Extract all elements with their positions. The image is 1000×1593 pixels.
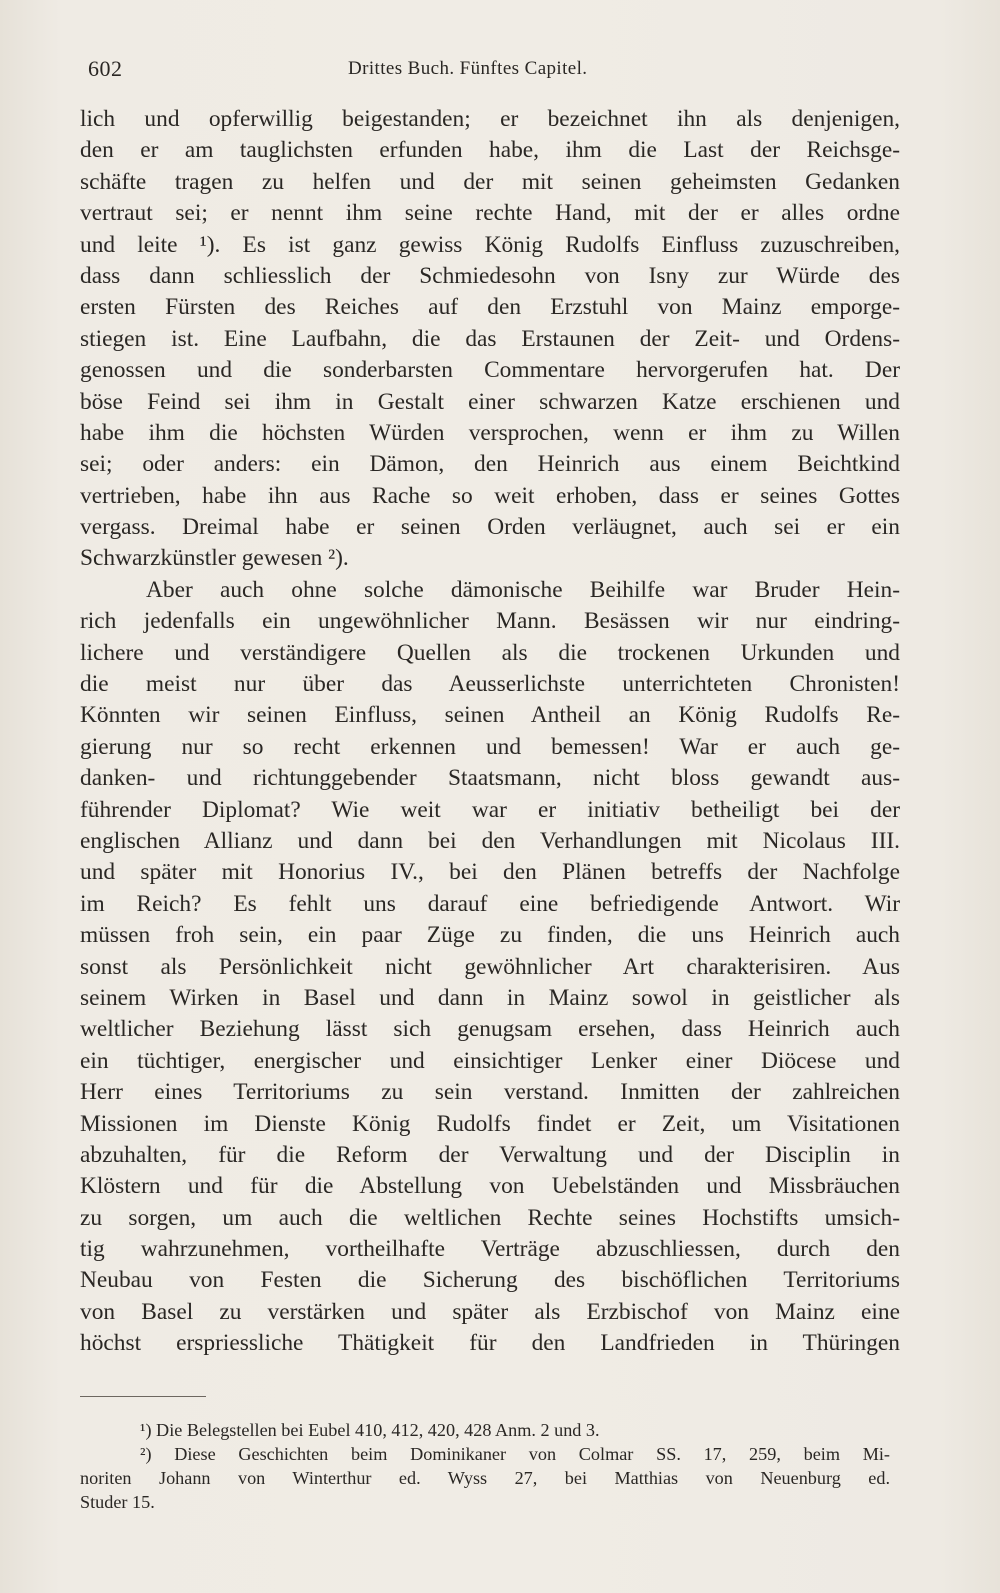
text-line: gierung nur so recht erkennen und bemessen! War er auch ge- (80, 733, 900, 760)
running-head (88, 56, 898, 86)
text-line: genossen und die sonderbarsten Commentare hervorgerufen hat. Der (80, 357, 900, 384)
text-line: Könnten wir seinen Einfluss, seinen Antheil an König Rudolfs Re- (80, 702, 900, 729)
text-line: von Basel zu verstärken und später als Erzbischof von Mainz eine (80, 1298, 900, 1325)
footnote-1: ¹) Die Belegstellen bei Eubel 410, 412, 420, 428 Anm. 2 und 3. (140, 1420, 600, 1440)
text-line: müssen froh sein, ein paar Züge zu finden, die uns Heinrich auch (80, 922, 900, 949)
text-line: sonst als Persönlichkeit nicht gewöhnlicher Art charakterisiren. Aus (80, 953, 900, 980)
page-number: 602 (88, 56, 123, 81)
text-line: zu sorgen, um auch die weltlichen Rechte seines Hochstifts umsich- (80, 1204, 900, 1231)
text-line: höchst erspriessliche Thätigkeit für den Landfrieden in Thüringen (80, 1330, 900, 1357)
text-line: rich jedenfalls ein ungewöhnlicher Mann. Besässen wir nur eindring- (80, 608, 900, 635)
text-line: Klöstern und für die Abstellung von Uebelständen und Missbräuchen (80, 1173, 900, 1200)
text-line: und später mit Honorius IV., bei den Plänen betreffs der Nachfolge (80, 859, 900, 886)
text-line: Schwarzkünstler gewesen ²). (80, 545, 349, 572)
text-line: lichere und verständigere Quellen als die trockenen Urkunden und (80, 639, 900, 666)
text-line: abzuhalten, für die Reform der Verwaltung und der Disciplin in (80, 1141, 900, 1168)
footnote-divider (80, 1396, 206, 1397)
text-line: dass dann schliesslich der Schmiedesohn von Isny zur Würde des (80, 262, 900, 289)
text-line: ersten Fürsten des Reiches auf den Erzstuhl von Mainz emporge- (80, 294, 900, 321)
text-line: Herr eines Territoriums zu sein verstand. Inmitten der zahlreichen (80, 1079, 900, 1106)
text-line: lich und opferwillig beigestanden; er bezeichnet ihn als denjenigen, (80, 106, 900, 132)
text-line: Missionen im Dienste König Rudolfs findet er Zeit, um Visitationen (80, 1110, 900, 1137)
running-title: Drittes Buch. Fünftes Capitel. (348, 58, 588, 79)
text-line: englischen Allianz und dann bei den Verhandlungen mit Nicolaus III. (80, 827, 900, 854)
footnote-2-continued: Studer 15. (80, 1492, 155, 1512)
text-line: die meist nur über das Aeusserlichste unterrichteten Chronisten! (80, 671, 900, 698)
text-line: vertrieben, habe ihn aus Rache so weit erhoben, dass er seines Gottes (80, 482, 900, 509)
text-line: danken- und richtunggebender Staatsmann, nicht bloss gewandt aus- (80, 765, 900, 792)
text-line: ein tüchtiger, energischer und einsichtiger Lenker einer Diöcese und (80, 1047, 900, 1074)
text-line: stiegen ist. Eine Laufbahn, die das Erstaunen der Zeit- und Ordens- (80, 325, 900, 352)
text-line: führender Diplomat? Wie weit war er initiativ betheiligt bei der (80, 796, 900, 823)
text-line: tig wahrzunehmen, vortheilhafte Verträge abzuschliessen, durch den (80, 1236, 900, 1263)
text-line: vertraut sei; er nennt ihm seine rechte Hand, mit der er alles ordne (80, 200, 900, 227)
text-line: Aber auch ohne solche dämonische Beihilfe war Bruder Hein- (146, 576, 900, 603)
text-line: Neubau von Festen die Sicherung des bischöflichen Territoriums (80, 1267, 900, 1294)
text-line: sei; oder anders: ein Dämon, den Heinrich aus einem Beichtkind (80, 451, 900, 478)
text-line: seinem Wirken in Basel und dann in Mainz sowol in geistlicher als (80, 984, 900, 1011)
text-line: im Reich? Es fehlt uns darauf eine befriedigende Antwort. Wir (80, 890, 900, 917)
footnotes (80, 1418, 890, 1514)
text-line: den er am tauglichsten erfunden habe, ihm die Last der Reichsge- (80, 137, 900, 164)
footnote-2-continued: noriten Johann von Winterthur ed. Wyss 27, bei Matthias von Neuenburg ed. (80, 1468, 890, 1488)
text-line: schäfte tragen zu helfen und der mit seinen geheimsten Gedanken (80, 168, 900, 195)
body-text (80, 104, 900, 1360)
text-line: und leite ¹). Es ist ganz gewiss König Rudolfs Einfluss zuzuschreiben, (80, 231, 900, 258)
text-line: weltlicher Beziehung lässt sich genugsam ersehen, dass Heinrich auch (80, 1016, 900, 1043)
text-line: habe ihm die höchsten Würden versprochen, wenn er ihm zu Willen (80, 419, 900, 446)
text-line: böse Feind sei ihm in Gestalt einer schwarzen Katze erschienen und (80, 388, 900, 415)
text-line: vergass. Dreimal habe er seinen Orden verläugnet, auch sei er ein (80, 514, 900, 541)
footnote-2: ²) Diese Geschichten beim Dominikaner von Colmar SS. 17, 259, beim Mi- (140, 1444, 890, 1464)
